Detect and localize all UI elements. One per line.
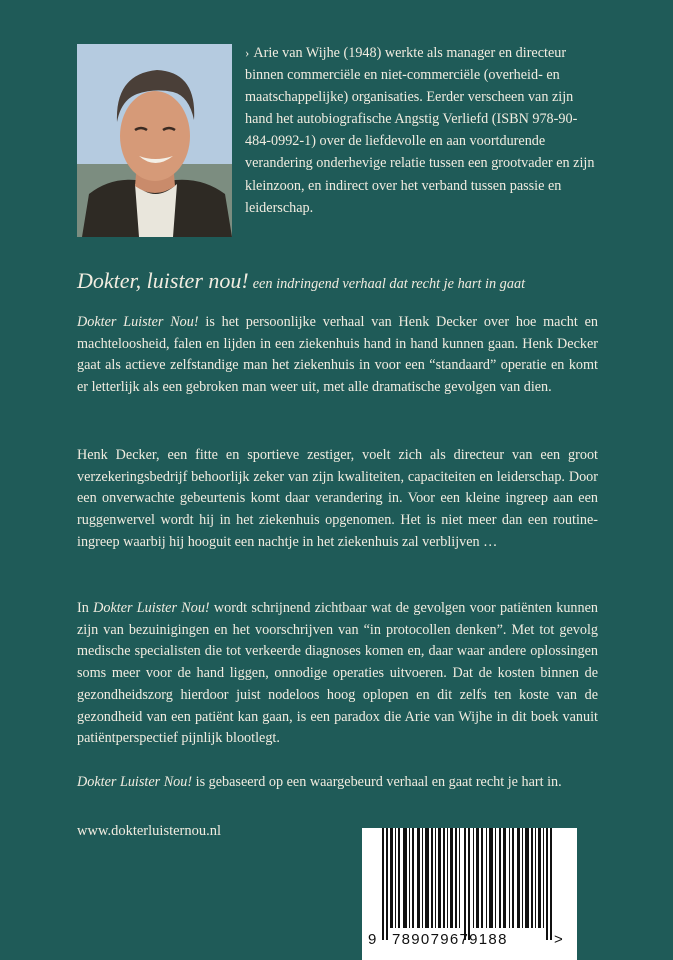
- bio-arrow-icon: ›: [245, 45, 250, 60]
- barcode-number: 789079679188: [392, 931, 508, 948]
- book-title-inline: Dokter Luister Nou!: [93, 600, 210, 616]
- paragraph-3-start: In: [77, 600, 94, 616]
- author-photo: [77, 44, 232, 237]
- website-link[interactable]: www.dokterluisternou.nl: [77, 823, 222, 839]
- paragraph-1-text: is het persoonlijke verhaal van Henk Decker over hoe macht en machteloosheid, falen en lijden in een ziekenhuis hand in hand kunnen gaan. Henk Decker gaat als actieve zelfstandige man het ziekenhuis in voor een “standaard” operatie en komt er letterlijk als een gebroken man weer uit, met alle dramatische gevolgen van dien.: [77, 314, 598, 396]
- barcode-first-digit: 9: [368, 931, 377, 948]
- tagline: [77, 268, 637, 294]
- paragraph-4: [77, 772, 598, 794]
- paragraph-4-text: is gebaseerd op een waargebeurd verhaal en gaat recht je hart in.: [192, 774, 562, 790]
- tagline-title: Dokter, luister nou!: [77, 268, 249, 293]
- paragraph-3-text: wordt schrijnend zichtbaar wat de gevolgen voor patiënten kunnen zijn van bezuinigingen en het voorschrijven van “in protocollen denken”. Met tot gevolg medische specialisten die tot verkeerde diagnoses komen en, daar waar andere oplossingen soms meer voor de hand liggen, onnodige operaties uitvoeren. Dat de kosten binnen de gezondheidszorg hierdoor juist nodeloos hoog oplopen en dit zelfs ten koste van de gezondheid van een patiënt kan gaan, is een paradox die Arie van Wijhe in dit boek vanuit patiëntperspectief pijnlijk blootlegt.: [77, 600, 598, 747]
- paragraph-1: [77, 312, 598, 399]
- paragraph-2: [77, 445, 598, 554]
- book-title-inline: Dokter Luister Nou!: [77, 774, 193, 790]
- author-portrait-illustration: [77, 44, 232, 237]
- paragraph-3: [77, 598, 598, 750]
- author-bio-text: Arie van Wijhe (1948) werkte als manager en directeur binnen commerciële en niet-commerciële (overheid- en maatschappelijke) organisaties. Eerder verscheen van zijn hand het autobiografische Angstig Verliefd (ISBN 978-90-484-0992-1) over de liefdevolle en aan voortdurende verandering onderhevige relatie tussen een grootvader en zijn kleinzoon, en indirect over het verband tussen passie en leiderschap.: [245, 45, 595, 216]
- isbn-barcode: [362, 828, 577, 960]
- barcode-end-mark: >: [554, 931, 564, 948]
- tagline-subtitle: een indringend verhaal dat recht je hart in gaat: [252, 276, 526, 292]
- author-bio: [245, 42, 595, 219]
- book-title-inline: Dokter Luister Nou!: [77, 314, 199, 330]
- paragraph-2-text: Henk Decker, een fitte en sportieve zestiger, voelt zich als directeur van een groot verzekeringsbedrijf behoorlijk zeker van zijn kwaliteiten, capaciteiten en leiderschap. Door een onverwachte gebeurtenis komt daar verandering in. Voor een kleine ingreep aan een ruggenwervel wordt hij in het ziekenhuis opgenomen. Het is niet meer dan een routine-ingreep waarbij hij hooguit een nachtje in het ziekenhuis zal verblijven …: [77, 447, 598, 550]
